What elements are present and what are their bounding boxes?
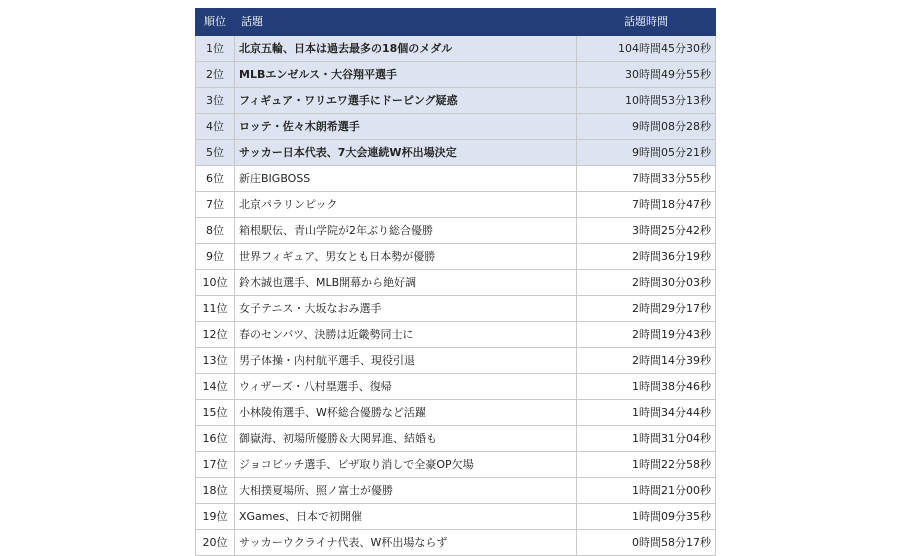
rank-cell: 8位 [196, 218, 235, 244]
topic-cell: 大相撲夏場所、照ノ富士が優勝 [235, 478, 577, 504]
time-cell: 2時間36分19秒 [577, 244, 716, 270]
column-header-time: 話題時間 [577, 9, 716, 36]
rank-cell: 13位 [196, 348, 235, 374]
topic-cell: 世界フィギュア、男女とも日本勢が優勝 [235, 244, 577, 270]
table-header [196, 9, 716, 36]
ranking-table [195, 8, 716, 556]
time-cell: 2時間29分17秒 [577, 296, 716, 322]
rank-cell: 12位 [196, 322, 235, 348]
table-body [196, 36, 716, 556]
topic-cell: 箱根駅伝、青山学院が2年ぶり総合優勝 [235, 218, 577, 244]
rank-cell: 16位 [196, 426, 235, 452]
table-row [196, 322, 716, 348]
topic-cell: 北京五輪、日本は過去最多の18個のメダル [235, 36, 577, 62]
topic-cell: 御嶽海、初場所優勝＆大関昇進、結婚も [235, 426, 577, 452]
rank-cell: 18位 [196, 478, 235, 504]
rank-cell: 4位 [196, 114, 235, 140]
time-cell: 7時間33分55秒 [577, 166, 716, 192]
table-row [196, 504, 716, 530]
topic-cell: 女子テニス・大坂なおみ選手 [235, 296, 577, 322]
rank-cell: 17位 [196, 452, 235, 478]
rank-cell: 11位 [196, 296, 235, 322]
table-row [196, 192, 716, 218]
header-row [196, 9, 716, 36]
table-row [196, 270, 716, 296]
topic-cell: ウィザーズ・八村塁選手、復帰 [235, 374, 577, 400]
topic-cell: 北京パラリンピック [235, 192, 577, 218]
topic-cell: MLBエンゼルス・大谷翔平選手 [235, 62, 577, 88]
time-cell: 0時間58分17秒 [577, 530, 716, 556]
rank-cell: 1位 [196, 36, 235, 62]
time-cell: 1時間09分35秒 [577, 504, 716, 530]
time-cell: 1時間21分00秒 [577, 478, 716, 504]
topic-cell: サッカーウクライナ代表、W杯出場ならず [235, 530, 577, 556]
table-row [196, 244, 716, 270]
table-row [196, 452, 716, 478]
topic-cell: 鈴木誠也選手、MLB開幕から絶好調 [235, 270, 577, 296]
rank-cell: 7位 [196, 192, 235, 218]
time-cell: 1時間22分58秒 [577, 452, 716, 478]
time-cell: 2時間19分43秒 [577, 322, 716, 348]
table-row [196, 62, 716, 88]
topic-cell: XGames、日本で初開催 [235, 504, 577, 530]
time-cell: 1時間34分44秒 [577, 400, 716, 426]
rank-cell: 5位 [196, 140, 235, 166]
time-cell: 104時間45分30秒 [577, 36, 716, 62]
rank-cell: 9位 [196, 244, 235, 270]
time-cell: 9時間05分21秒 [577, 140, 716, 166]
rank-cell: 2位 [196, 62, 235, 88]
rank-cell: 3位 [196, 88, 235, 114]
topic-cell: 新庄BIGBOSS [235, 166, 577, 192]
table-row [196, 478, 716, 504]
topic-cell: フィギュア・ワリエワ選手にドーピング疑惑 [235, 88, 577, 114]
table-row [196, 88, 716, 114]
rank-cell: 10位 [196, 270, 235, 296]
time-cell: 2時間30分03秒 [577, 270, 716, 296]
time-cell: 9時間08分28秒 [577, 114, 716, 140]
time-cell: 3時間25分42秒 [577, 218, 716, 244]
table-row [196, 426, 716, 452]
table-row [196, 166, 716, 192]
column-header-rank: 順位 [196, 9, 235, 36]
column-header-topic: 話題 [235, 9, 577, 36]
table-row [196, 530, 716, 556]
time-cell: 7時間18分47秒 [577, 192, 716, 218]
topic-cell: 小林陵侑選手、W杯総合優勝など活躍 [235, 400, 577, 426]
time-cell: 2時間14分39秒 [577, 348, 716, 374]
topic-cell: 男子体操・内村航平選手、現役引退 [235, 348, 577, 374]
time-cell: 1時間38分46秒 [577, 374, 716, 400]
rank-cell: 20位 [196, 530, 235, 556]
rank-cell: 6位 [196, 166, 235, 192]
topic-cell: ロッテ・佐々木朗希選手 [235, 114, 577, 140]
table-row [196, 140, 716, 166]
topic-cell: ジョコビッチ選手、ビザ取り消しで全豪OP欠場 [235, 452, 577, 478]
table-row [196, 36, 716, 62]
time-cell: 1時間31分04秒 [577, 426, 716, 452]
topic-cell: サッカー日本代表、7大会連続W杯出場決定 [235, 140, 577, 166]
topic-cell: 春のセンバツ、決勝は近畿勢同士に [235, 322, 577, 348]
table-row [196, 114, 716, 140]
rank-cell: 15位 [196, 400, 235, 426]
time-cell: 30時間49分55秒 [577, 62, 716, 88]
table-row [196, 218, 716, 244]
table-row [196, 374, 716, 400]
rank-cell: 19位 [196, 504, 235, 530]
table-row [196, 400, 716, 426]
table-row [196, 296, 716, 322]
rank-cell: 14位 [196, 374, 235, 400]
table-row [196, 348, 716, 374]
time-cell: 10時間53分13秒 [577, 88, 716, 114]
